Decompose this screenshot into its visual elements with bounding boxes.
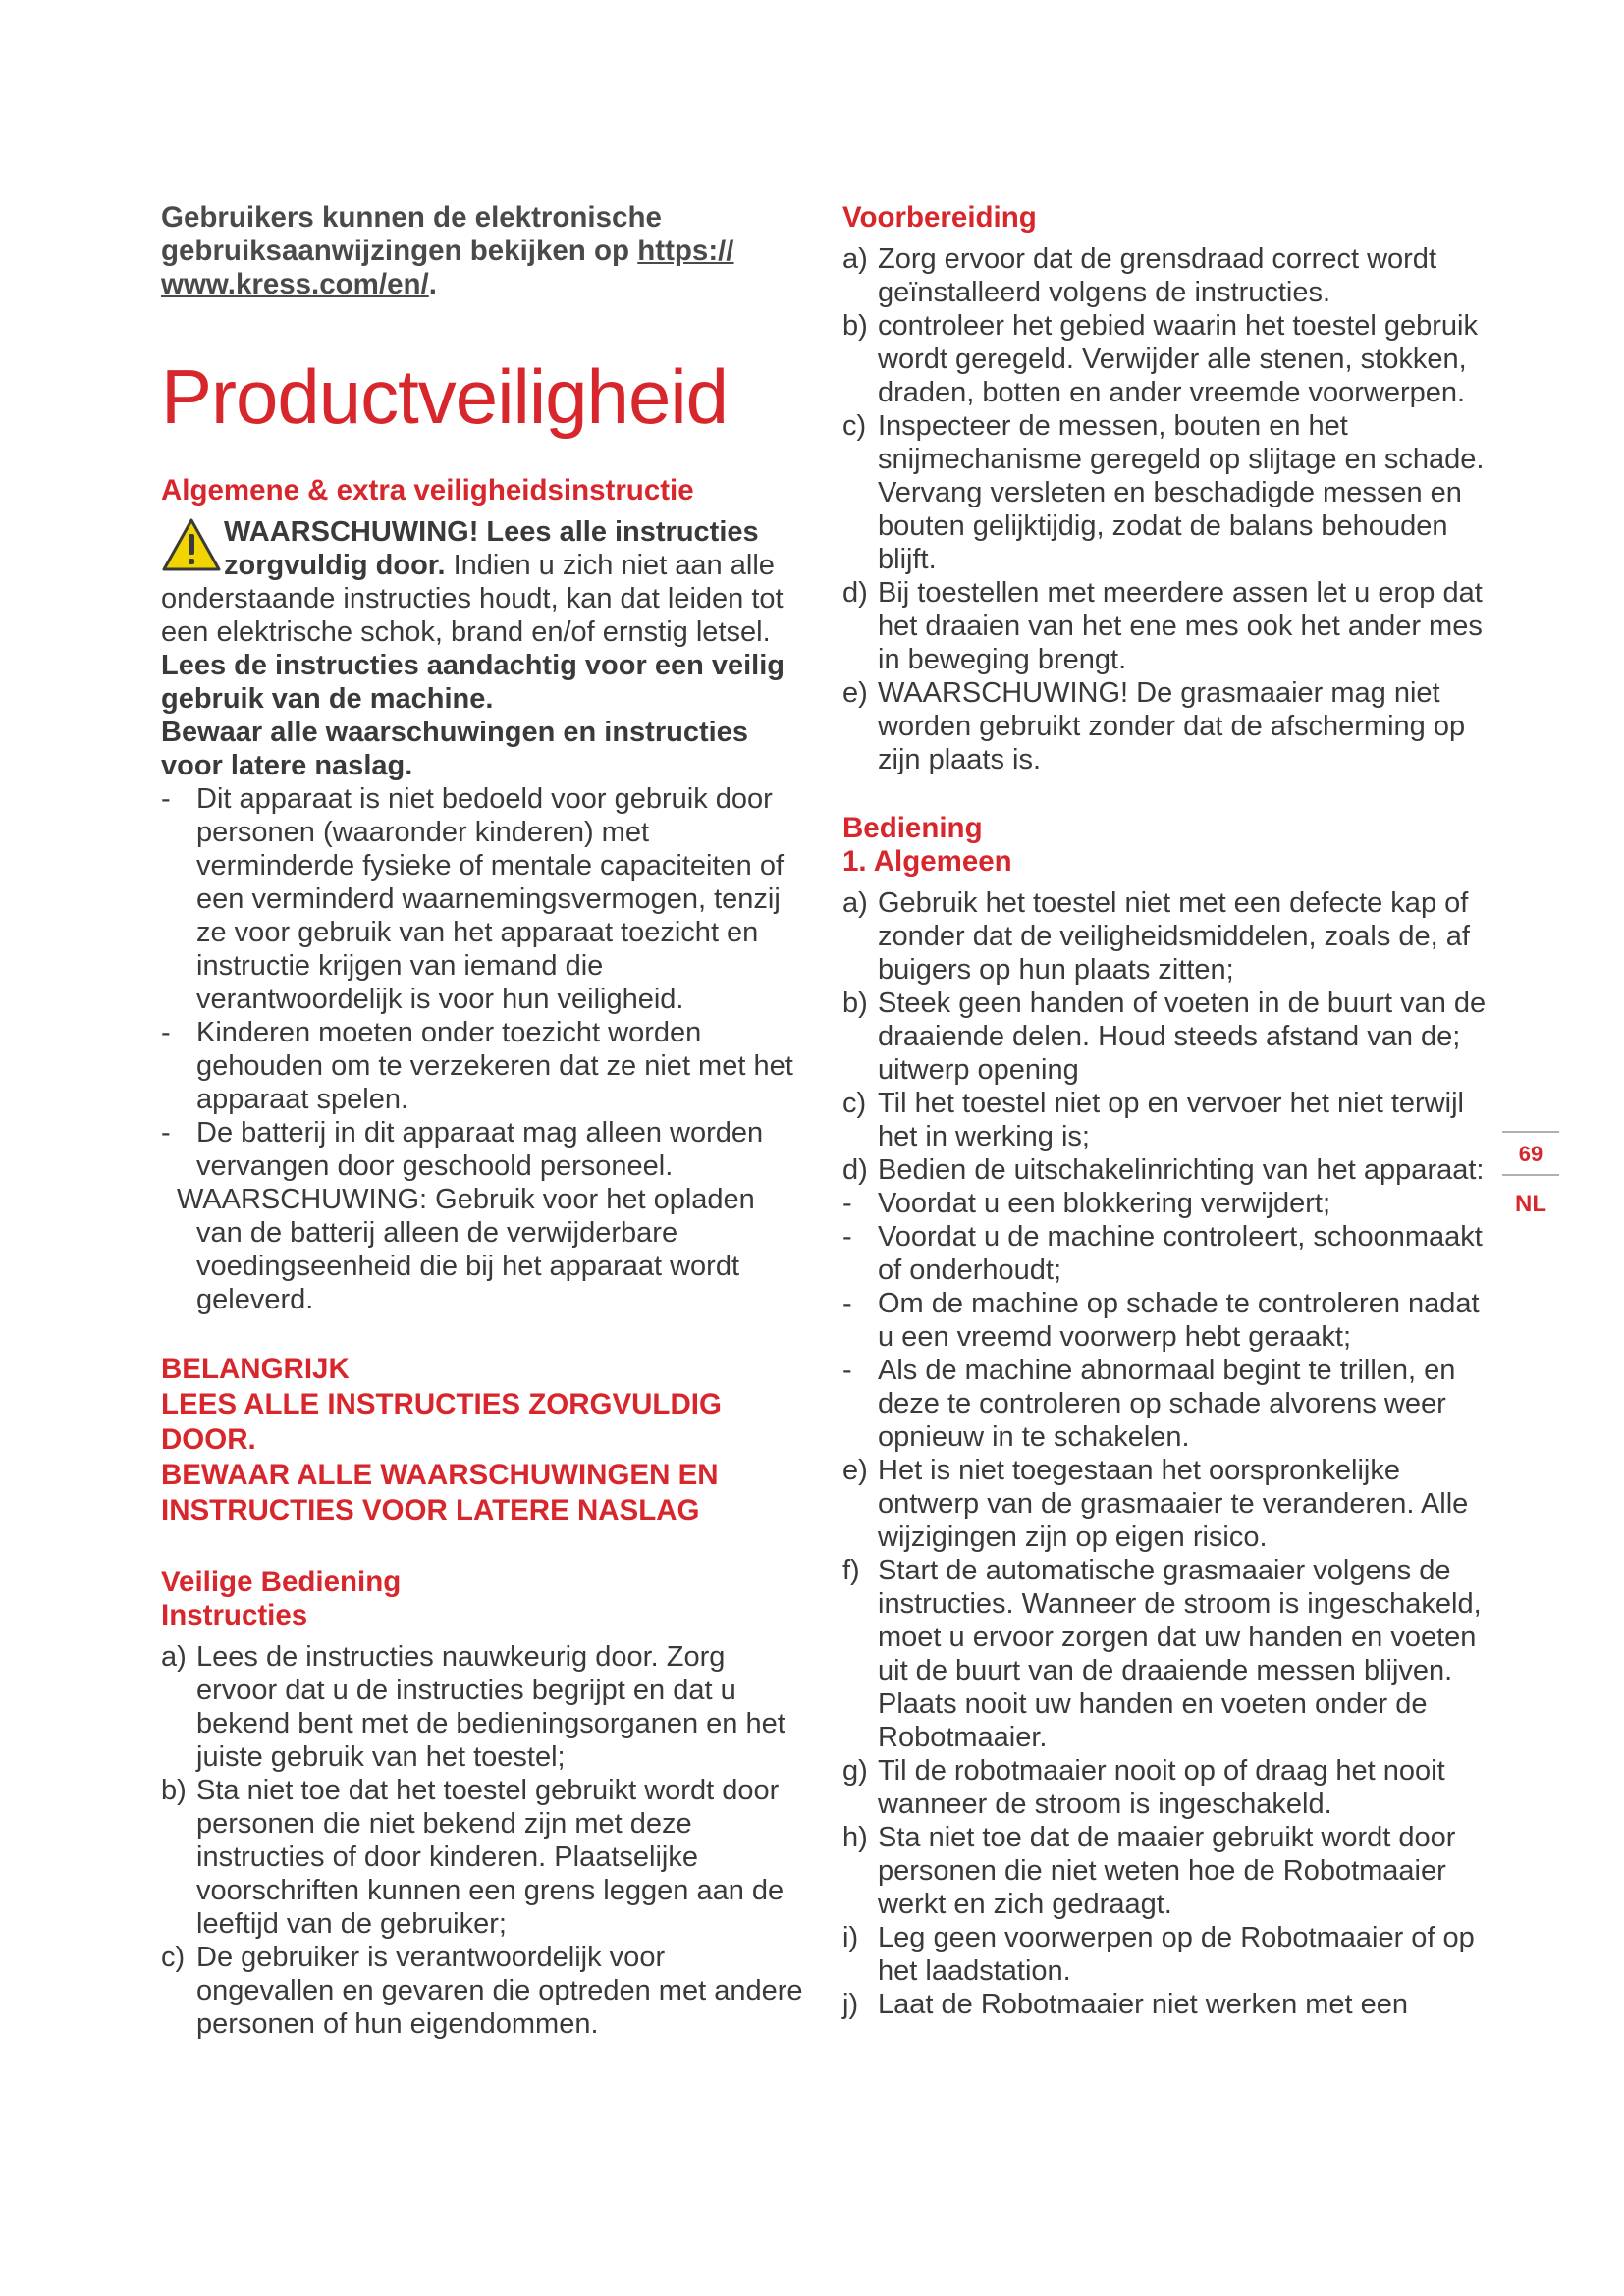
list-item: i) Leg geen voorwerpen op de Robotmaaier of op het laadstation. <box>842 1922 1475 1987</box>
operation-list-1 <box>842 886 1490 1187</box>
side-divider-bottom <box>1502 1174 1559 1176</box>
list-item: - Kinderen moeten onder toezicht worden gehouden om te verzekeren dat ze niet met het apparaat spelen. <box>161 1017 793 1115</box>
list-item: a) Gebruik het toestel niet met een defecte kap of zonder dat de veiligheidsmiddelen, zoals de, af buigers op hun plaats zitten; <box>842 887 1470 986</box>
list-item: e) WAARSCHUWING! De grasmaaier mag niet worden gebruikt zonder dat de afscherming op zijn plaats is. <box>842 677 1466 775</box>
warning-triangle-icon <box>161 517 222 572</box>
warning-paragraph <box>161 549 809 649</box>
section-heading-general-safety: Algemene & extra veiligheidsinstructie <box>161 474 694 507</box>
list-item: b) Steek geen handen of voeten in de buurt van de draaiende delen. Houd steeds afstand van de; uitwerp opening <box>842 988 1487 1086</box>
list-item: - De batterij in dit apparaat mag alleen worden vervangen door geschoold personeel. <box>161 1117 764 1182</box>
list-item: h) Sta niet toe dat de maaier gebruikt wordt door personen die niet weten hoe de Robotmaaier werkt en zich gedraagt. <box>842 1822 1456 1920</box>
list-item: - Voordat u de machine controleert, schoonmaakt of onderhoudt; <box>842 1221 1483 1286</box>
charging-warning <box>161 1183 809 1316</box>
list-item: - Om de machine op schade te controleren nadat u een vreemd voorwerp hebt geraakt; <box>842 1288 1480 1353</box>
warning-bold-line2: zorgvuldig door. <box>224 550 446 581</box>
list-item: a) Lees de instructies nauwkeurig door. Zorg ervoor dat u de instructies begrijpt en dat u bekend bent met de bedieningsorganen en het juiste gebruik van het toestel; <box>161 1641 785 1773</box>
section-heading-operation: Bediening <box>842 812 983 844</box>
page-number: 69 <box>1518 1142 1543 1166</box>
warning-text: Indien u zich niet aan alle onderstaande instructies houdt, kan dat leiden tot een elektrische schok, brand en/of ernstig letsel. <box>161 550 784 648</box>
list-item: a) Zorg ervoor dat de grensdraad correct wordt geïnstalleerd volgens de instructies. <box>842 243 1436 308</box>
important-block <box>161 1352 809 1528</box>
side-divider-top <box>1502 1131 1559 1133</box>
important-read-all: LEES ALLE INSTRUCTIES ZORGVULDIG DOOR. <box>161 1388 722 1456</box>
list-item: d) Bedien de uitschakelinrichting van het apparaat: <box>842 1154 1485 1186</box>
list-item: e) Het is niet toegestaan het oorspronkelijke ontwerp van de grasmaaier te veranderen. Alle wijzigingen zijn op eigen risico. <box>842 1455 1469 1553</box>
important-keep-all: BEWAAR ALLE WAARSCHUWINGEN EN INSTRUCTIES VOOR LATERE NASLAG <box>161 1459 719 1526</box>
right-column <box>842 201 1490 2021</box>
charging-warning-first: WAARSCHUWING: Gebruik voor het opladen <box>177 1184 755 1215</box>
language-tab: NL <box>1515 1191 1546 1217</box>
important-heading: BELANGRIJK <box>161 1353 350 1385</box>
list-item: - Als de machine abnormaal begint te trillen, en deze te controleren op schade alvorens weer opnieuw in te schakelen. <box>842 1355 1456 1453</box>
operation-list-2 <box>842 1454 1490 2021</box>
left-column <box>161 201 809 2041</box>
warning-block <box>161 515 809 649</box>
list-item: f) Start de automatische grasmaaier volgens de instructies. Wanneer de stroom is ingeschakeld, moet u ervoor zorgen dat uw handen en voeten uit de buurt van de draaiende messen blijven. Plaats nooit uw handen en voeten onder de Robotmaaier. <box>842 1555 1482 1753</box>
shutdown-conditions-list <box>842 1187 1490 1454</box>
manual-link[interactable]: https:// www.kress.com/en/ <box>161 235 734 300</box>
section-subheading-general: 1. Algemeen <box>842 845 1012 878</box>
section-subheading-instructions: Instructies <box>161 1599 308 1631</box>
section-heading-safe-operation: Veilige Bediening <box>161 1566 402 1598</box>
list-item: - Dit apparaat is niet bedoeld voor gebruik door personen (waaronder kinderen) met verminderde fysieke of mentale capaciteiten of een verminderd waarnemingsvermogen, tenzij ze voor gebruik van het apparaat toezicht en instructie krijgen van iemand die verantwoordelijk is voor hun veiligheid. <box>161 783 785 1015</box>
page-title: Productveiligheid <box>161 353 729 440</box>
list-item: b) controleer het gebied waarin het toestel gebruik wordt geregeld. Verwijder alle stenen, stokken, draden, botten en ander vreemde voorwerpen. <box>842 310 1478 408</box>
list-item: b) Sta niet toe dat het toestel gebruikt wordt door personen die niet bekend zijn met deze instructies of door kinderen. Plaatselijke voorschriften kunnen een grens leggen aan de leeftijd van de gebruiker; <box>161 1775 785 1940</box>
instructions-list <box>161 1640 809 2041</box>
general-safety-list <box>161 782 809 1183</box>
intro-paragraph <box>161 201 809 301</box>
charging-warning-rest: van de batterij alleen de verwijderbare voedingseenheid die bij het apparaat wordt geleverd. <box>196 1217 740 1315</box>
list-item: d) Bij toestellen met meerdere assen let u erop dat het draaien van het ene mes ook het ander mes in beweging brengt. <box>842 577 1483 675</box>
read-instructions-note: Lees de instructies aandachtig voor een veilig gebruik van de machine. <box>161 650 785 715</box>
list-item: j) Laat de Robotmaaier niet werken met een <box>842 1989 1409 2020</box>
list-item: c) Inspecteer de messen, bouten en het snijmechanisme geregeld op slijtage en schade. Vervang versleten en beschadigde messen en bouten gelijktijdig, zodat de balans behouden blijft. <box>842 410 1485 575</box>
list-item: g) Til de robotmaaier nooit op of draag het nooit wanneer de stroom is ingeschakeld. <box>842 1755 1445 1820</box>
preparation-list <box>842 242 1490 776</box>
warning-bold-line1: WAARSCHUWING! Lees alle instructies <box>224 516 759 548</box>
list-item: c) De gebruiker is verantwoordelijk voor ongevallen en gevaren die optreden met andere personen of hun eigendommen. <box>161 1942 803 2040</box>
section-heading-preparation: Voorbereiding <box>842 201 1037 234</box>
keep-warnings-note: Bewaar alle waarschuwingen en instructies voor latere naslag. <box>161 717 748 781</box>
intro-text: Gebruikers kunnen de elektronische gebruiksaanwijzingen bekijken op <box>161 201 662 267</box>
list-item: c) Til het toestel niet op en vervoer het niet terwijl het in werking is; <box>842 1088 1464 1152</box>
list-item: - Voordat u een blokkering verwijdert; <box>842 1188 1331 1219</box>
intro-end: . <box>428 268 437 300</box>
